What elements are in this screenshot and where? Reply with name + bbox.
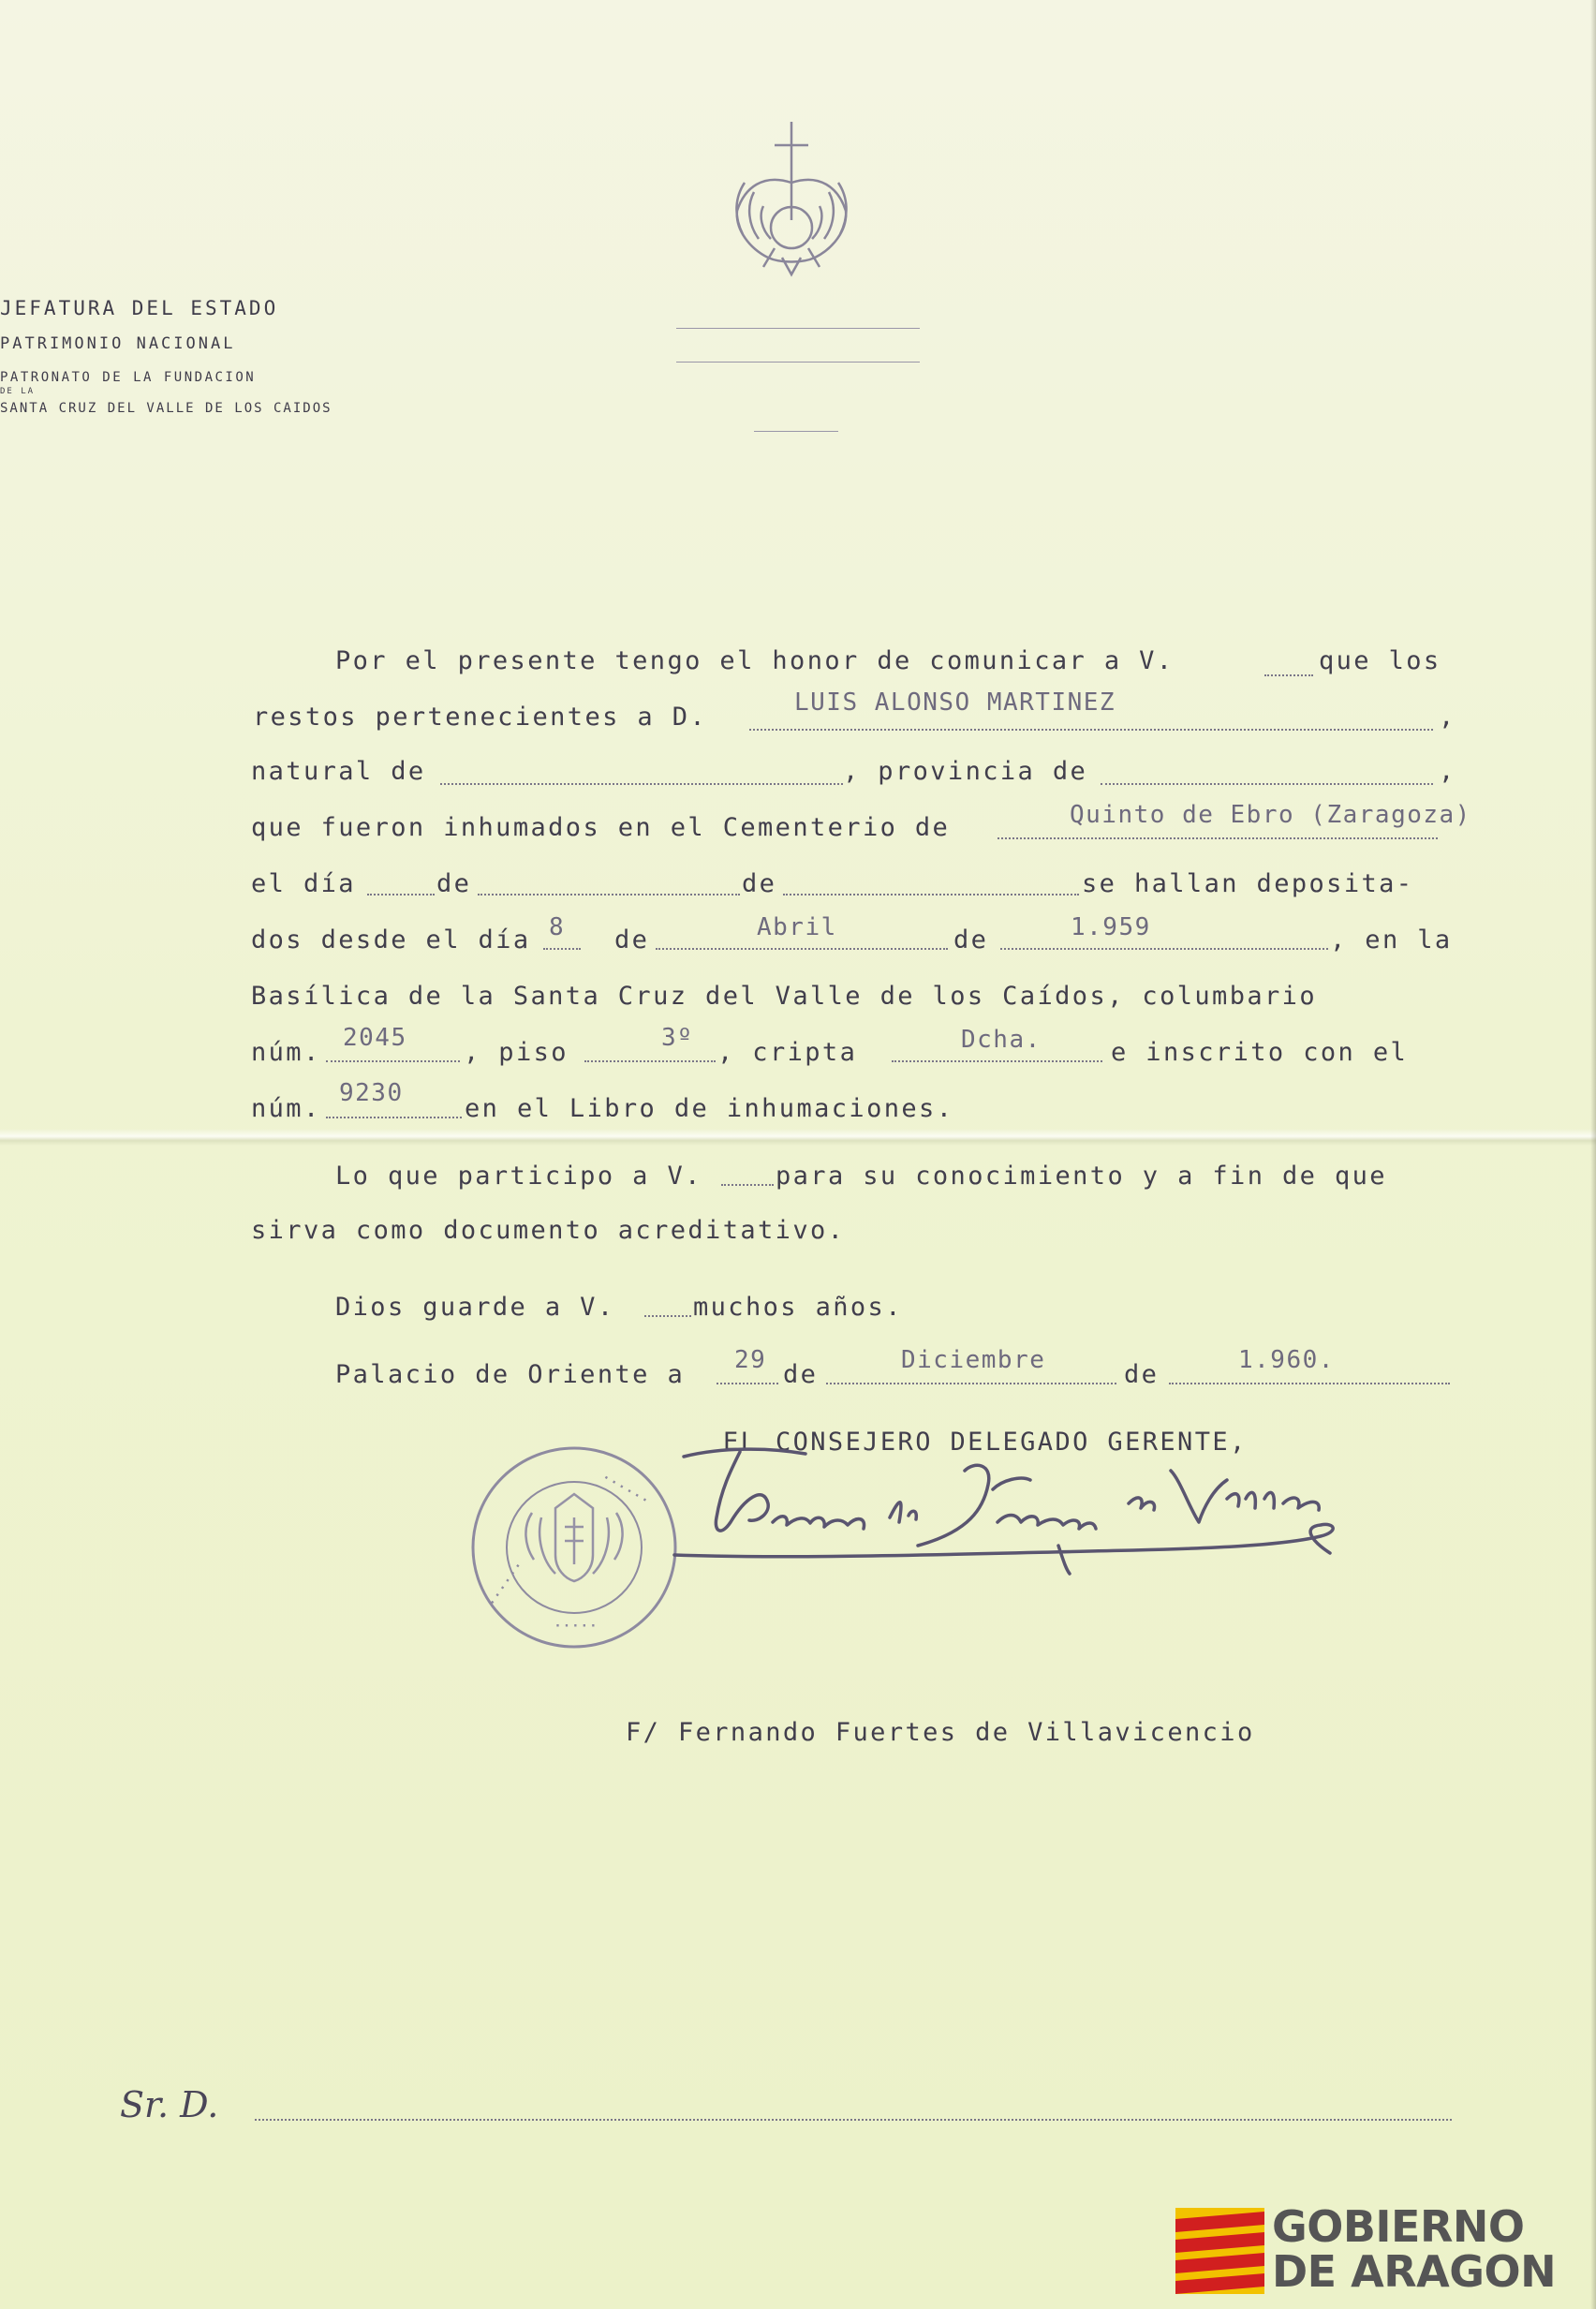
body-text: que los [1319,646,1441,675]
blank-line [543,948,581,950]
body-text: , cripta [717,1038,858,1067]
cross-emblem-icon [717,117,866,281]
blank-line [367,894,435,895]
signatory-title: EL CONSEJERO DELEGADO GERENTE, [723,1428,1248,1457]
body-text: de [614,925,650,955]
blank-line [1264,674,1313,676]
letterhead-rule [676,362,920,363]
recipient-label: Sr. D. [120,2084,219,2125]
blank-line [440,783,843,785]
blank-line [749,729,1433,731]
recipient-blank-line [255,2119,1452,2121]
blank-line [326,1117,462,1118]
letterhead-line-2: PATRIMONIO NACIONAL [0,334,236,353]
blank-line [326,1060,460,1062]
body-text: e inscrito con el [1111,1038,1409,1067]
body-text: sirva como documento acreditativo. [251,1216,846,1245]
blank-line [1101,783,1433,785]
blank-line [717,1383,778,1384]
crypt-field: Dcha. [961,1026,1042,1054]
body-text: Dios guarde a V. [335,1293,615,1322]
deposit-year-field: 1.959 [1071,913,1151,941]
body-text: , [1439,703,1456,732]
register-number-field: 9230 [339,1079,404,1107]
body-text: núm. [251,1094,321,1123]
body-text: Basílica de la Santa Cruz del Valle de los Caídos, columbario [251,982,1317,1011]
logo-text [1272,2201,1557,2297]
cemetery-field: Quinto de Ebro (Zaragoza) [1070,801,1471,829]
letterhead-line-3: PATRONATO DE LA FUNDACION [0,370,257,385]
blank-line [1169,1383,1450,1384]
body-text: para su conocimiento y a fin de que [776,1162,1387,1191]
deposit-day-field: 8 [549,913,566,941]
blank-line [783,894,1079,895]
blank-line [892,1060,1102,1062]
body-text: natural de [251,757,426,786]
body-text: de [742,869,777,898]
body-text: que fueron inhumados en el Cementerio de [251,813,951,842]
svg-text:· · · · ·: · · · · · [555,1620,596,1634]
logo-line-2: DE ARAGON [1272,2246,1557,2297]
body-text: , piso [464,1038,569,1067]
body-text: en el Libro de inhumaciones. [465,1094,954,1123]
letterhead-line-1: JEFATURA DEL ESTADO [0,297,279,319]
paper-fold [0,1129,1596,1146]
date-month-field: Diciembre [901,1346,1046,1374]
letterhead-rule [676,328,920,329]
letterhead-line-4: DE LA [0,387,36,396]
aragon-flag-icon [1175,2208,1264,2294]
body-text: de [1124,1360,1160,1389]
body-text: , en la [1330,925,1453,955]
signatory-name: F/ Fernando Fuertes de Villavicencio [626,1718,1255,1747]
body-text: se hallan deposita- [1082,869,1414,898]
blank-line [998,837,1438,839]
svg-text:· · · · · ·: · · · · · · [600,1471,650,1508]
logo-line-1: GOBIERNO [1272,2201,1525,2252]
letterhead-line-5: SANTA CRUZ DEL VALLE DE LOS CAIDOS [0,401,332,416]
letterhead-rule [754,431,838,432]
date-day-field: 29 [734,1346,767,1374]
blank-line [656,948,948,950]
body-text: el día [251,869,356,898]
handwritten-signature [665,1443,1349,1583]
body-text: dos desde el día [251,925,531,955]
body-text: restos pertenecientes a D. [253,703,708,732]
body-text: , [1439,757,1456,786]
blank-line [1000,948,1328,950]
blank-line [584,1060,716,1062]
blank-line [478,894,740,895]
body-text: de [783,1360,819,1389]
columbarium-number-field: 2045 [343,1024,407,1052]
gobierno-de-aragon-logo [1175,2201,1588,2298]
body-text: muchos años. [693,1293,903,1322]
date-year-field: 1.960. [1238,1346,1335,1374]
blank-line [644,1315,691,1317]
blank-line [721,1184,774,1186]
deceased-name-field: LUIS ALONSO MARTINEZ [794,688,1116,717]
body-text: Palacio de Oriente a [335,1360,686,1389]
official-seal-stamp [466,1443,682,1653]
deposit-month-field: Abril [757,913,837,941]
body-text: de [953,925,989,955]
floor-field: 3º [661,1024,694,1052]
blank-line [826,1383,1116,1384]
body-text: Por el presente tengo el honor de comunicar a V. [335,646,1175,675]
body-text: , provincia de [843,757,1088,786]
body-text: núm. [251,1038,321,1067]
body-text: Lo que participo a V. [335,1162,702,1191]
svg-text:· · · · · ·: · · · · · · [485,1560,526,1609]
body-text: de [436,869,472,898]
